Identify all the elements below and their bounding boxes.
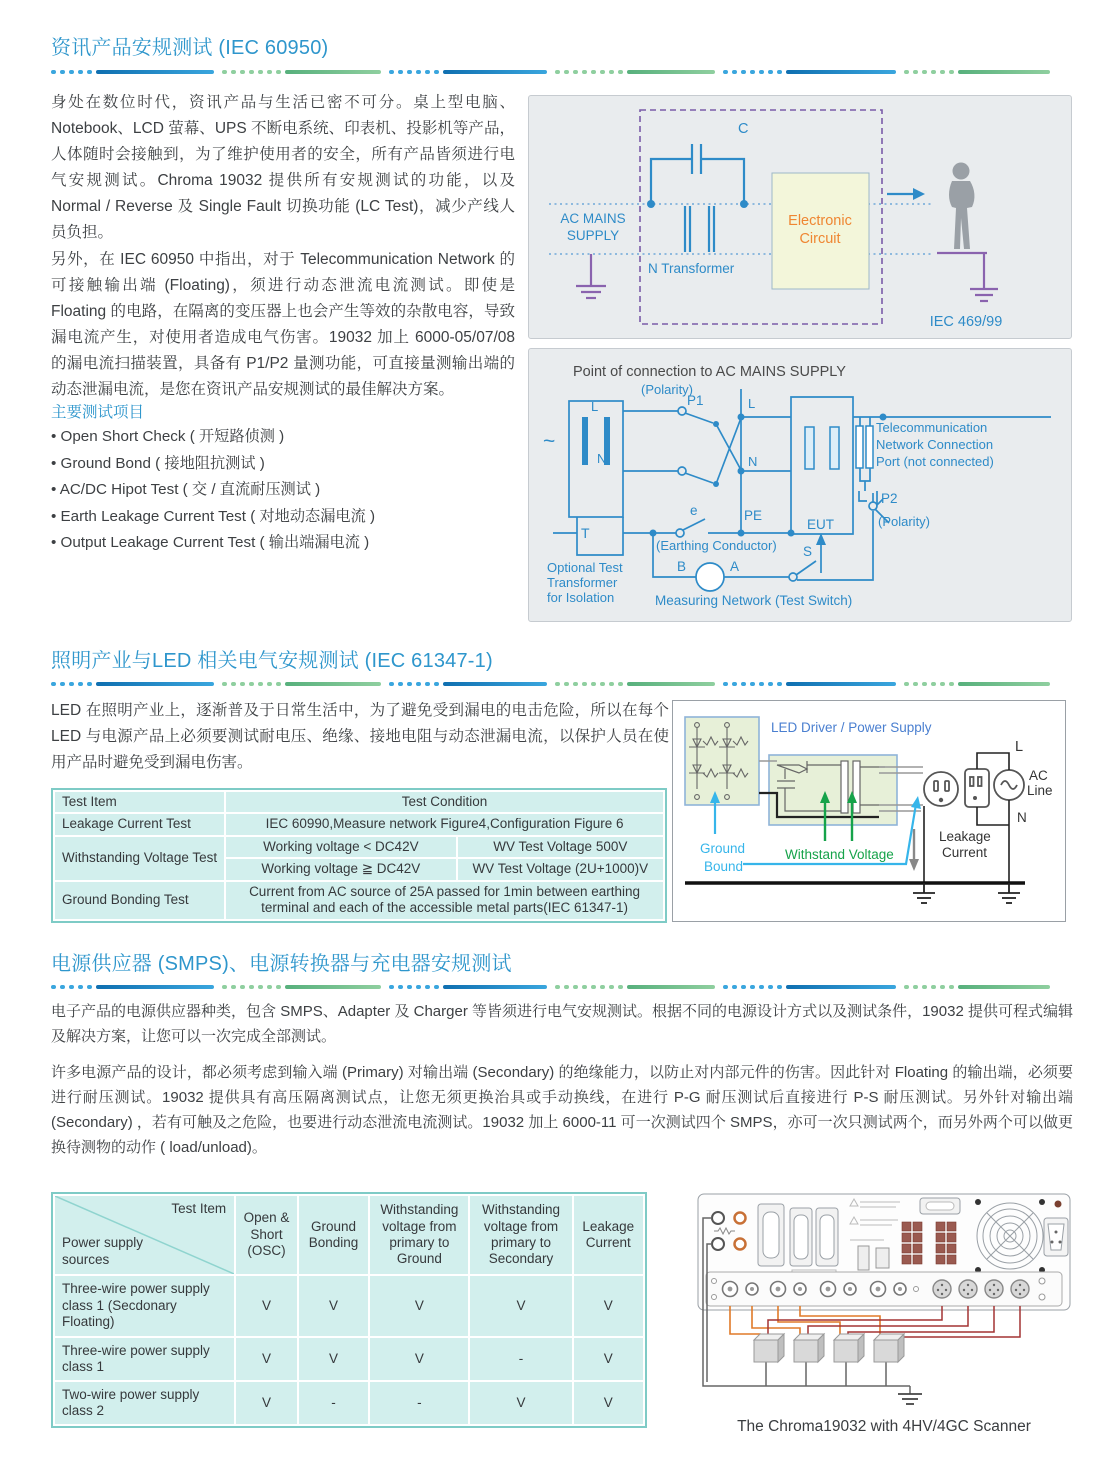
socket-icon [965, 769, 989, 807]
divider-dot [777, 985, 782, 990]
cell: V [470, 1276, 571, 1336]
divider-dash [627, 70, 715, 75]
header-cell: Withstanding voltage from primary to Secondary [470, 1196, 571, 1274]
header-cell: Ground Bonding [299, 1196, 368, 1274]
divider-dot [276, 70, 281, 75]
divider-dash [443, 985, 547, 990]
b-label: B [677, 559, 687, 574]
divider-dot [60, 70, 65, 75]
divider-dot [609, 70, 614, 75]
divider-dot [69, 985, 74, 990]
cell: V [236, 1338, 297, 1380]
telecom-label-3: Port (not connected) [876, 454, 994, 469]
instrument-rear-panel-svg [688, 1188, 1080, 1416]
divider-dot [922, 70, 927, 75]
a-label: A [730, 559, 740, 574]
divider-dot [750, 985, 755, 990]
divider-dot [276, 682, 281, 687]
divider-dot [940, 985, 945, 990]
divider-dot [904, 70, 909, 75]
cell: WV Test Voltage (2U+1000)V [458, 859, 663, 879]
electronic-circuit-label-1: Electronic [788, 213, 852, 229]
divider-dot [732, 70, 737, 75]
divider-dot [913, 70, 918, 75]
divider-dot [416, 70, 421, 75]
row-label: Two-wire power supply class 2 [55, 1382, 234, 1424]
t-label: T [581, 525, 590, 541]
measuring-network-label: Measuring Network (Test Switch) [655, 593, 853, 608]
divider-dot [231, 985, 236, 990]
cell: V [299, 1338, 368, 1380]
section-title-it: 资讯产品安规测试 (IEC 60950) [51, 37, 329, 59]
it-connection-diagram [528, 348, 1072, 622]
it-ac-mains-diagram [528, 95, 1072, 339]
header-cell: Test Item [55, 792, 224, 812]
connection-diagram-title: Point of connection to AC MAINS SUPPLY [573, 364, 846, 380]
divider-dot [51, 985, 56, 990]
s-label: S [803, 544, 813, 559]
divider-dot [723, 985, 728, 990]
cell: V [370, 1276, 468, 1336]
divider-dot [258, 985, 263, 990]
divider-dot [555, 985, 560, 990]
divider-dash [285, 682, 381, 687]
list-item: • Ground Bond ( 接地阻抗测试 ) [51, 451, 521, 478]
l-mid-label: L [748, 396, 756, 411]
divider-dot [87, 682, 92, 687]
divider-dot [69, 682, 74, 687]
instrument-drawing [688, 1188, 1080, 1416]
divider-dash [96, 682, 214, 687]
cell: - [299, 1382, 368, 1424]
it-test-items-list [51, 424, 521, 557]
divider-dot [931, 70, 936, 75]
led-test-table [51, 788, 667, 923]
divider-dot [240, 985, 245, 990]
divider-dot [949, 682, 954, 687]
divider-dot [922, 682, 927, 687]
divider-dot [582, 70, 587, 75]
divider-dot [564, 985, 569, 990]
cell: V [470, 1382, 571, 1424]
ac-mains-label-1: AC MAINS [560, 211, 626, 226]
header-cell: Open & Short (OSC) [236, 1196, 297, 1274]
divider-dot [940, 682, 945, 687]
ground-symbol [898, 1394, 922, 1404]
l-left-label: L [591, 399, 599, 414]
divider-dot [591, 985, 596, 990]
cell: - [370, 1382, 468, 1424]
divider-dash [285, 70, 381, 75]
divider-dot [60, 682, 65, 687]
line-label: Line [1027, 783, 1053, 798]
ground-bound-label-1: Ground [700, 841, 746, 856]
divider-dot [768, 682, 773, 687]
divider-dot [750, 682, 755, 687]
optional-label-2: Transformer [547, 575, 618, 590]
ac-mains-label-2: SUPPLY [566, 228, 620, 243]
divider-dot [240, 682, 245, 687]
cap-c-label: C [738, 121, 749, 137]
person-icon [949, 163, 974, 250]
divider-dot [759, 682, 764, 687]
row-label: Three-wire power supply class 1 (Secdonary Floating) [55, 1276, 234, 1336]
e-label: e [690, 503, 698, 518]
cell: V [236, 1276, 297, 1336]
electronic-circuit-label-2: Circuit [799, 231, 841, 247]
divider-dot [940, 70, 945, 75]
divider-dash [786, 70, 896, 75]
cell: Working voltage < DC42V [226, 837, 456, 857]
row-label: Three-wire power supply class 1 [55, 1338, 234, 1380]
table-row [55, 1196, 643, 1274]
l-label: L [1015, 739, 1024, 755]
cell: WV Test Voltage 500V [458, 837, 663, 857]
n-left-label: N [597, 451, 607, 466]
divider-dot [425, 682, 430, 687]
divider-dot [240, 70, 245, 75]
ground-symbols [913, 883, 1020, 903]
divider-dot [618, 985, 623, 990]
section-title-smps: 电源供应器 (SMPS)、电源转换器与充电器安规测试 [51, 953, 512, 975]
divider-dot [231, 70, 236, 75]
table-row [55, 814, 663, 834]
divider-dash [627, 682, 715, 687]
divider-dash [786, 985, 896, 990]
divider-dot [267, 682, 272, 687]
divider-dot [258, 682, 263, 687]
list-item: • AC/DC Hipot Test ( 交 / 直流耐压测试 ) [51, 477, 521, 504]
telecom-label-1: Telecommunication [876, 420, 988, 435]
polarity-p1-label: (Polarity) [641, 382, 694, 397]
divider-dot [267, 70, 272, 75]
divider-dot [582, 985, 587, 990]
divider-dot [425, 70, 430, 75]
divider-dot [922, 985, 927, 990]
corner-label-test-item: Test Item [171, 1201, 227, 1216]
led-test-diagram-svg [673, 701, 1065, 921]
divider-dot [407, 70, 412, 75]
table-row [55, 882, 663, 919]
header-cell: Leakage Current [574, 1196, 643, 1274]
optional-label-1: Optional Test [547, 560, 623, 575]
divider-dot [434, 70, 439, 75]
divider-dot [768, 70, 773, 75]
list-item: • Output Leakage Current Test ( 输出端漏电流 ) [51, 530, 521, 557]
ac-label: AC [1029, 768, 1048, 783]
telecom-label-2: Network Connection [876, 437, 994, 452]
divider-dot [591, 682, 596, 687]
cell: V [370, 1338, 468, 1380]
divider-dot [78, 985, 83, 990]
divider-dot [573, 70, 578, 75]
cell: V [299, 1276, 368, 1336]
divider-dot [276, 985, 281, 990]
section-divider [51, 984, 1070, 990]
divider-dot [249, 985, 254, 990]
divider-dot [600, 985, 605, 990]
eut-label: EUT [807, 517, 834, 532]
iec-469-label: IEC 469/99 [929, 314, 1003, 330]
smps-paragraph-1: 电子产品的电源供应器种类，包含 SMPS、Adapter 及 Charger 等皆须进行电气安规测试。根据不同的电源设计方式以及测试条件，19032 提供可程式编辑及解决方案，让您可以一次完成全部测试。 [51, 1003, 1073, 1045]
n-mid-label: N [748, 454, 758, 469]
ground-bound-label-2: Bound [704, 859, 744, 874]
divider-dot [389, 682, 394, 687]
divider-dot [741, 682, 746, 687]
divider-dot [723, 682, 728, 687]
divider-dot [564, 70, 569, 75]
divider-dot [222, 985, 227, 990]
divider-dot [591, 70, 596, 75]
divider-dot [732, 682, 737, 687]
divider-dash [443, 682, 547, 687]
divider-dot [78, 70, 83, 75]
divider-dot [564, 682, 569, 687]
divider-dot [407, 682, 412, 687]
table-row [55, 1276, 643, 1336]
divider-dot [573, 682, 578, 687]
divider-dot [913, 682, 918, 687]
cell: V [574, 1338, 643, 1380]
cell: Working voltage ≧ DC42V [226, 859, 456, 879]
led-array-box [685, 717, 759, 805]
leakage-label-1: Leakage [939, 829, 991, 844]
divider-dot [69, 70, 74, 75]
cell: V [574, 1276, 643, 1336]
pe-label: PE [744, 508, 763, 523]
corner-header-cell [55, 1196, 234, 1274]
divider-dot [723, 70, 728, 75]
divider-dot [389, 70, 394, 75]
divider-dot [434, 985, 439, 990]
earthing-label: (Earthing Conductor) [656, 538, 777, 553]
divider-dot [609, 682, 614, 687]
divider-dot [555, 682, 560, 687]
divider-dot [759, 70, 764, 75]
table-row [55, 837, 663, 857]
cell: Ground Bonding Test [55, 882, 224, 919]
divider-dot [267, 985, 272, 990]
optional-label-3: for Isolation [547, 590, 615, 605]
arrow-icon [913, 188, 925, 200]
polarity-p2-label: (Polarity) [878, 514, 931, 529]
divider-dash [96, 70, 214, 75]
divider-dot [416, 985, 421, 990]
divider-dot [398, 70, 403, 75]
divider-dot [249, 682, 254, 687]
divider-dot [949, 985, 954, 990]
divider-dot [222, 70, 227, 75]
divider-dot [582, 682, 587, 687]
divider-dot [87, 70, 92, 75]
circuit-nodes [582, 414, 887, 546]
transformer-label: N Transformer [648, 261, 735, 276]
dut-boxes [754, 1334, 904, 1362]
it-connection-diagram-svg [529, 349, 1071, 621]
divider-dot [600, 682, 605, 687]
divider-dash [786, 682, 896, 687]
divider-dot [407, 985, 412, 990]
divider-dot [222, 682, 227, 687]
divider-dot [768, 985, 773, 990]
divider-dot [949, 70, 954, 75]
divider-dot [249, 70, 254, 75]
divider-dot [573, 985, 578, 990]
divider-dot [618, 70, 623, 75]
list-item: • Earth Leakage Current Test ( 对地动态漏电流 ) [51, 504, 521, 531]
cell: Current from AC source of 25A passed for 1min between earthing terminal and each of the accessible metal parts(IEC 61347-1) [226, 882, 663, 919]
divider-dot [425, 985, 430, 990]
header-cell: Test Condition [226, 792, 663, 812]
p1-label: P1 [687, 393, 704, 408]
leakage-label-2: Current [942, 845, 988, 860]
divider-dot [904, 682, 909, 687]
divider-dot [398, 682, 403, 687]
corner-label-power-sources: Power supply sources [62, 1235, 144, 1268]
list-item: • Open Short Check ( 开短路侦测 ) [51, 424, 521, 451]
cell: Withstanding Voltage Test [55, 837, 224, 880]
divider-dot [618, 682, 623, 687]
divider-dot [51, 682, 56, 687]
section-title-led: 照明产业与LED 相关电气安规测试 (IEC 61347-1) [51, 650, 493, 672]
divider-dot [931, 985, 936, 990]
divider-dot [555, 70, 560, 75]
table-row [55, 1338, 643, 1380]
it-paragraph-1: 身处在数位时代，资讯产品与生活已密不可分。桌上型电脑、Notebook、LCD 萤幕、UPS 不断电系统、印表机、投影机等产品，人体随时会接触到，为了维护使用者的安全，所有产品皆须进行电气安规测试。Chroma 19032 提供所有安规测试的功能，以及 Normal / Reverse 及 Single Fault 切换功能 (LC Test)，减少产线人员负担。 [51, 94, 515, 241]
divider-dot [777, 682, 782, 687]
divider-dot [741, 70, 746, 75]
ac-source-icon [994, 770, 1024, 800]
svg-text:~: ~ [543, 430, 556, 453]
n-label: N [1017, 810, 1027, 825]
divider-dot [931, 682, 936, 687]
divider-dot [60, 985, 65, 990]
led-driver-label: LED Driver / Power Supply [771, 720, 932, 735]
divider-dash [285, 985, 381, 990]
divider-dash [958, 985, 1050, 990]
table-row [55, 792, 663, 812]
plug-icon [924, 772, 958, 806]
divider-dot [398, 985, 403, 990]
instrument-caption: The Chroma19032 with 4HV/4GC Scanner [737, 1418, 1031, 1435]
divider-dot [913, 985, 918, 990]
divider-dot [87, 985, 92, 990]
divider-dot [416, 682, 421, 687]
it-list-title: 主要测试项目 [51, 404, 145, 421]
smps-paragraph-2: 许多电源产品的设计，都必须考虑到输入端 (Primary) 对输出端 (Secondary) 的绝缘能力，以防止对内部元件的伤害。因此针对 Floating 的输出端，必须要进行耐压测试。19032 提供具有高压隔离测试点，让您无须更换治具或手动换线，在进行 P-G 耐压测试后直接进行 P-S 耐压测试。另外针对输出端 (Secondary) ，若有可触及之危险，也要进行动态泄流电流测试。19032 加上 6000-11 可一次测试四个 SMPS，亦可一次只测试两个，而另外两个可以做更换待测物的动作 ( load/unload)。 [51, 1064, 1073, 1156]
cell: - [470, 1338, 571, 1380]
divider-dot [258, 70, 263, 75]
cell: Leakage Current Test [55, 814, 224, 834]
p2-label: P2 [881, 491, 898, 506]
divider-dot [750, 70, 755, 75]
divider-dash [958, 682, 1050, 687]
divider-dot [600, 70, 605, 75]
divider-dot [434, 682, 439, 687]
capacitor-and-transformer [651, 144, 744, 252]
divider-dot [389, 985, 394, 990]
led-paragraph: LED 在照明产业上，逐渐普及于日常生活中，为了避免受到漏电的电击危险，所以在每个 LED 与电源产品上必须要测试耐电压、绝缘、接地电阻与动态泄漏电流，以保护人员在使用产品时避免受到漏电伤害。 [51, 702, 669, 771]
it-paragraph-2: 另外，在 IEC 60950 中指出，对于 Telecommunication Network 的可接触输出端 (Floating)，须进行动态泄流电流测试。即使是 Floating 的电路，在隔离的变压器上也会产生等效的杂散电容，导致漏电流产生，对使用者造成电气伤害。19032 加上 6000-05/07/08 的漏电流扫描装置，具备有 P1/P2 量测功能，可直接量测输出端的动态泄漏电流，是您在资讯产品安规测试的最佳解决方案。 [51, 251, 515, 398]
section-divider [51, 681, 1070, 687]
divider-dot [732, 985, 737, 990]
cell: V [574, 1382, 643, 1424]
table-row [55, 1382, 643, 1424]
cell: IEC 60990,Measure network Figure4,Configuration Figure 6 [226, 814, 663, 834]
divider-dot [609, 985, 614, 990]
cell: V [236, 1382, 297, 1424]
divider-dash [627, 985, 715, 990]
withstand-voltage-label: Withstand Voltage [785, 847, 894, 862]
divider-dash [958, 70, 1050, 75]
divider-dot [78, 682, 83, 687]
section-divider [51, 69, 1070, 75]
header-cell: Withstanding voltage from primary to Ground [370, 1196, 468, 1274]
divider-dot [904, 985, 909, 990]
divider-dot [51, 70, 56, 75]
divider-dash [443, 70, 547, 75]
smps-test-matrix-table [51, 1192, 647, 1428]
divider-dot [759, 985, 764, 990]
led-test-diagram [672, 700, 1066, 922]
divider-dot [231, 682, 236, 687]
divider-dot [741, 985, 746, 990]
divider-dot [777, 70, 782, 75]
divider-dash [96, 985, 214, 990]
it-ac-mains-diagram-svg [529, 96, 1071, 338]
